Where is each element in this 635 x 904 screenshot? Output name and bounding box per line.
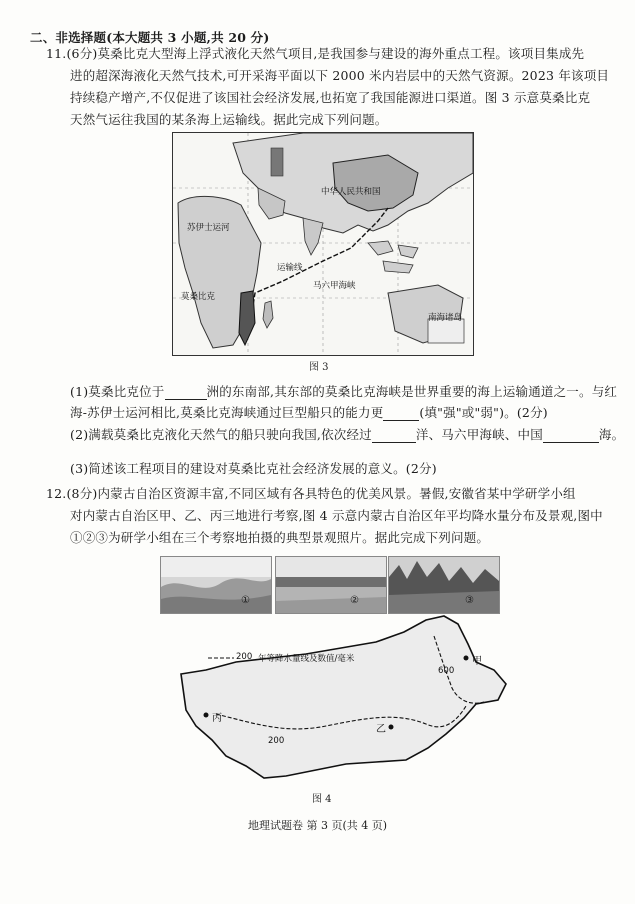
q11-sub2-part2: 洋、马六甲海峡、中国 [415,427,543,442]
grassland-photo-drawing [276,557,386,613]
q11-sub2-part3: 海。 [598,427,625,442]
isohyet-600-label: 600 [438,666,455,676]
place-yi-dot [389,725,394,730]
place-jia-dot [464,656,469,661]
q11-text-line-4: 天然气运往我国的某条海上运输线。据此完成下列问题。 [70,112,388,127]
photo-3-label: ③ [465,595,474,606]
inner-mongolia-outline [181,616,506,778]
place-bing-label: 丙 [212,713,222,724]
photo-2-label: ② [350,595,359,606]
q11-sub1-blank-capacity[interactable] [383,409,419,421]
label-suez: 苏伊士运河 [187,223,230,233]
section-title: 二、非选择题(本大题共 3 小题,共 20 分) [30,30,270,45]
figure-4-caption: 图 4 [312,794,332,805]
place-yi-label: 乙 [376,724,386,735]
isohyet-200-label: 200 [268,736,285,746]
q12-text-line-3: ①②③为研学小组在三个考察地拍摄的典型景观照片。据此完成下列问题。 [70,530,490,545]
figure-3-map [172,132,474,356]
legend-value: 200 [236,652,253,662]
q11-text-line-3: 持续稳产增产,不仅促进了该国社会经济发展,也拓宽了我国能源进口渠道。图 3 示意莫桑比克 [70,90,591,105]
legend-text: 年等降水量线及数值/毫米 [258,654,355,664]
label-malacca: 马六甲海峡 [313,281,356,291]
india-landmass [303,218,323,255]
page-footer: 地理试题卷 第 3 页(共 4 页) [247,819,388,832]
desert-photo-drawing [161,557,271,613]
q11-sub2-blank-ocean[interactable] [372,431,416,443]
landscape-photo-2 [275,556,387,614]
q11-sub1-blank-continent[interactable] [165,388,207,400]
southeast-asia-islands [368,241,418,273]
landscape-photo-1 [160,556,272,614]
mozambique-landmass [239,291,255,345]
map-inset-marker [271,148,283,176]
q11-sub2-part1: (2)满载莫桑比克液化天然气的船只驶向我国,依次经过 [70,427,372,442]
q12-text-line-2: 对内蒙古自治区甲、乙、丙三地进行考察,图 4 示意内蒙古自治区年平均降水量分布及景观,图中 [70,508,603,523]
q11-sub1-line-1 [70,382,617,400]
label-mozambique: 莫桑比克 [181,292,216,302]
place-bing-dot [204,713,209,718]
q11-sub1-part2: 洲的东南部,其东部的莫桑比克海峡是世界重要的海上运输通道之一。与红 [206,384,618,399]
q11-text-line-1: 11.(6分)莫桑比克大型海上浮式液化天然气项目,是我国参与建设的海外重点工程。该项目集成先 [46,46,585,61]
q11-text-line-2: 进的超深海液化天然气技术,可开采海平面以下 2000 米内岩层中的天然气资源。2023 年该项目 [70,68,610,83]
photo-1-label: ① [241,595,250,606]
madagascar-landmass [263,301,273,328]
q11-sub2-blank-sea[interactable] [543,431,599,443]
place-jia-label: 甲 [472,656,482,667]
q11-sub2-line [70,425,624,443]
q11-sub3-line: (3)简述该工程项目的建设对莫桑比克社会经济发展的意义。(2分) [70,461,437,476]
label-route: 运输线 [277,263,303,273]
forest-photo-drawing [389,557,499,613]
label-south-sea-islands: 南海诸岛 [428,313,463,323]
q11-sub1-part3: 海-苏伊士运河相比,莫桑比克海峡通过巨型船只的能力更 [70,405,384,420]
landscape-photo-3 [388,556,500,614]
q12-text-line-1: 12.(8分)内蒙古自治区资源丰富,不同区域有各具特色的优美风景。暑假,安徽省某中学研学小组 [46,486,576,501]
inner-mongolia-map-drawing [176,614,516,786]
figure-3-caption: 图 3 [309,362,329,373]
q11-sub1-part4: (填"强"或"弱")。(2分) [419,405,548,420]
q11-sub1-line-2 [70,403,548,421]
q11-sub1-part1: (1)莫桑比克位于 [70,384,165,399]
figure-4-map [176,614,516,786]
label-china: 中华人民共和国 [321,187,381,197]
